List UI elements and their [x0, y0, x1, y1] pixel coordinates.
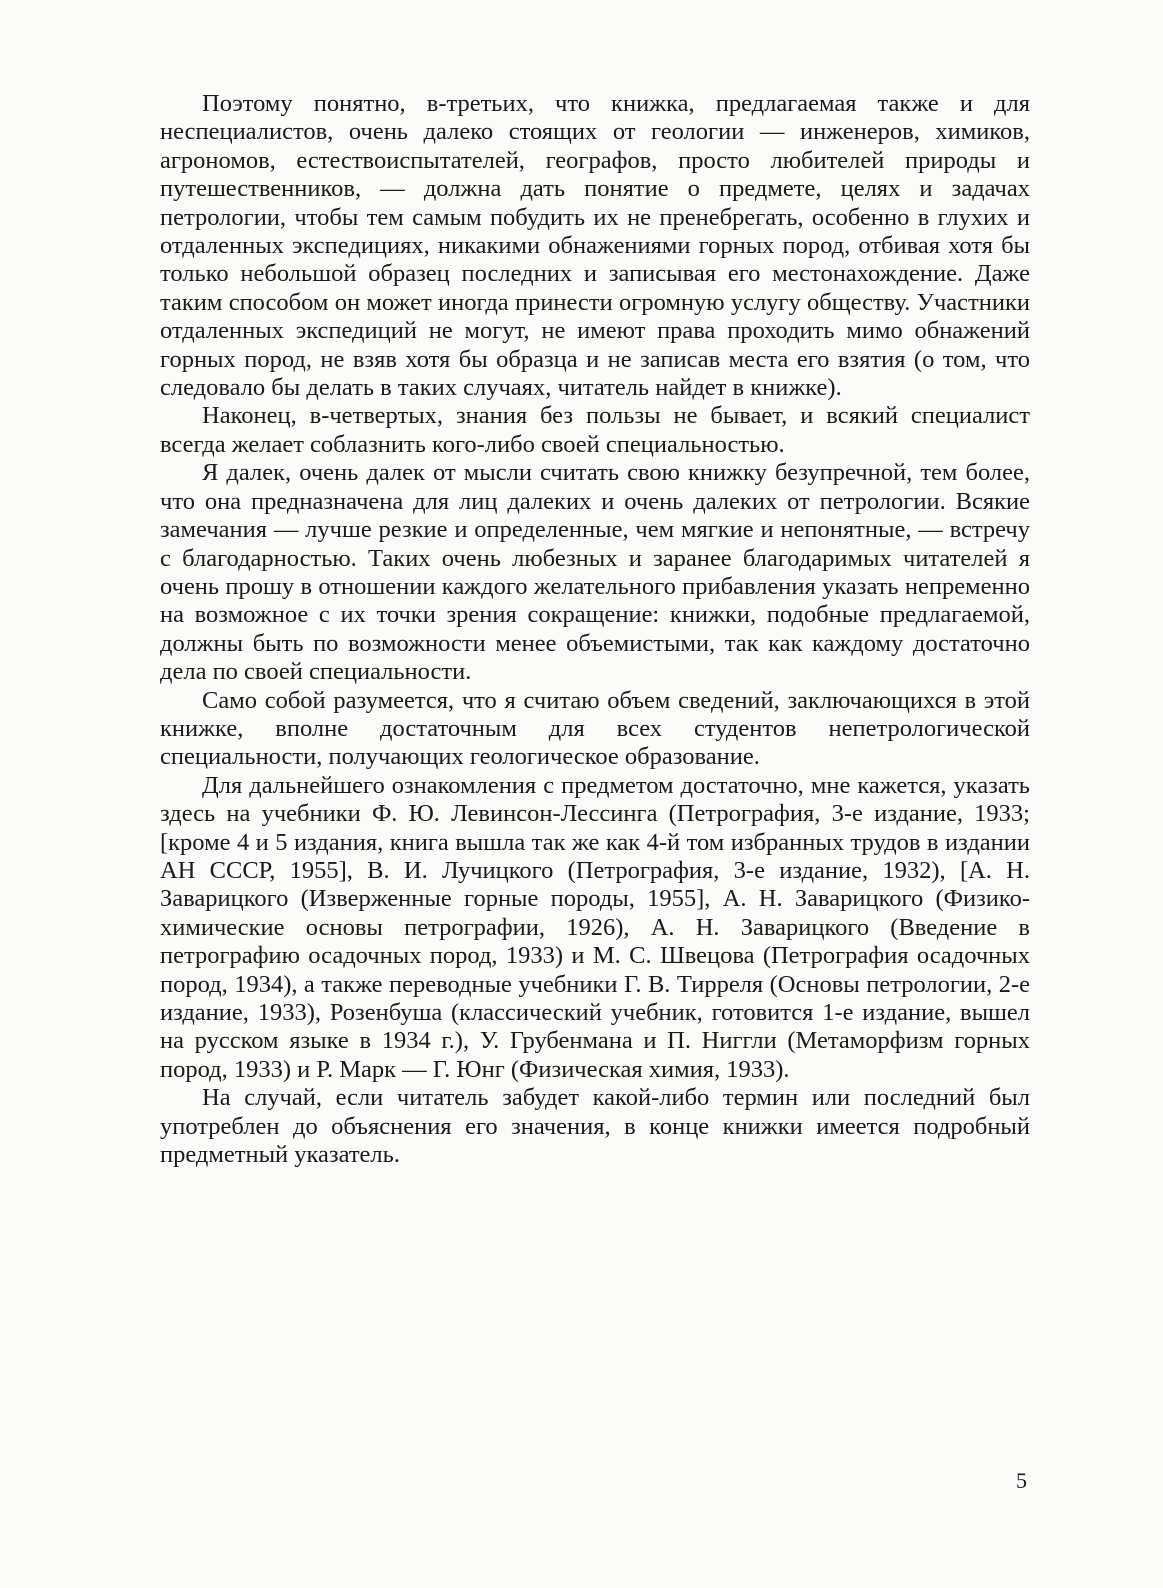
- paragraph: Я далек, очень далек от мысли считать свою книжку безупречной, тем более, что она предназначена для лиц далеких и очень далеких от петрологии. Всякие замечания — лучше резкие и определенные, чем мягкие и непонятные, — встречу с благодарностью. Таких очень любезных и заранее благодаримых читателей я очень прошу в отношении каждого желательного прибавления указать непременно на возможное с их точки зрения сокращение: книжки, подобные предлагаемой, должны быть по возможности менее объемистыми, так как каждому достаточно дела по своей специальности.: [160, 459, 1030, 686]
- paragraph: На случай, если читатель забудет какой-либо термин или последний был употреблен до объяснения его значения, в конце книжки имеется подробный предметный указатель.: [160, 1084, 1030, 1169]
- paragraph: Поэтому понятно, в-третьих, что книжка, предлагаемая также и для неспециалистов, очень далеко стоящих от геологии — инженеров, химиков, агрономов, естествоиспытателей, географов, просто любителей природы и путешественников, — должна дать понятие о предмете, целях и задачах петрологии, чтобы тем самым побудить их не пренебрегать, особенно в глухих и отдаленных экспедициях, никакими обнажениями горных пород, отбивая хотя бы только небольшой образец последних и записывая его местонахождение. Даже таким способом он может иногда принести огромную услугу обществу. Участники отдаленных экспедиций не могут, не имеют права проходить мимо обнажений горных пород, не взяв хотя бы образца и не записав места его взятия (о том, что следовало бы делать в таких случаях, читатель найдет в книжке).: [160, 90, 1030, 402]
- body-text: [160, 90, 1030, 1169]
- page-number: 5: [1016, 1468, 1027, 1493]
- paragraph: Для дальнейшего ознакомления с предметом достаточно, мне кажется, указать здесь на учебники Ф. Ю. Левинсон-Лессинга (Петрография, 3-е издание, 1933; [кроме 4 и 5 издания, книга вышла так же как 4-й том избранных трудов в издании АН СССР, 1955], В. И. Лучицкого (Петрография, 3-е издание, 1932), [А. Н. Заварицкого (Изверженные горные породы, 1955], А. Н. Заварицкого (Физико-химические основы петрографии, 1926), А. Н. Заварицкого (Введение в петрографию осадочных пород, 1933) и М. С. Швецова (Петрография осадочных пород, 1934), а также переводные учебники Г. В. Тирреля (Основы петрологии, 2-е издание, 1933), Розенбуша (классический учебник, готовится 1-е издание, вышел на русском языке в 1934 г.), У. Грубенмана и П. Ниггли (Метаморфизм горных пород, 1933) и Р. Марк — Г. Юнг (Физическая химия, 1933).: [160, 771, 1030, 1083]
- paragraph: Наконец, в-четвертых, знания без пользы не бывает, и всякий специалист всегда желает соблазнить кого-либо своей специальностью.: [160, 402, 1030, 458]
- paragraph: Само собой разумеется, что я считаю объем сведений, заключающихся в этой книжке, вполне достаточным для всех студентов непетрологической специальности, получающих геологическое образование.: [160, 686, 1030, 771]
